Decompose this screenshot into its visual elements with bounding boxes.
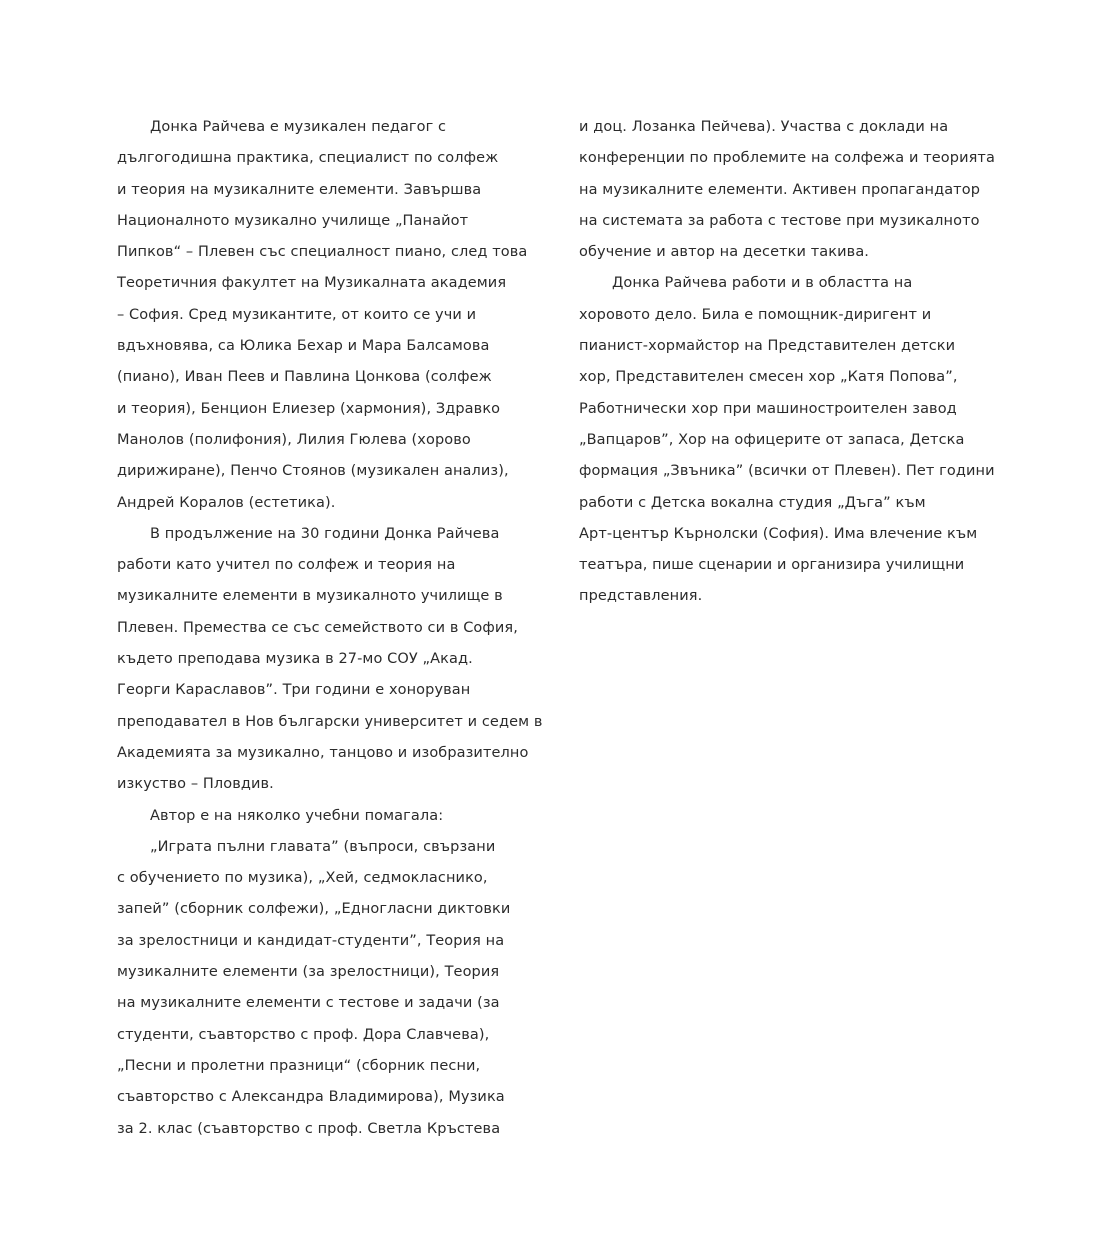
- text-line: дългогодишна практика, специалист по солфеж: [117, 150, 499, 167]
- text-line: Плевен. Премества се със семейството си в София,: [117, 619, 518, 636]
- text-line: Академията за музикално, танцово и изобразително: [117, 744, 529, 761]
- text-line: представления.: [579, 588, 703, 605]
- text-line: Автор е на няколко учебни помагала:: [150, 807, 444, 824]
- text-line: работи като учител по солфеж и теория на: [117, 557, 456, 574]
- text-line: запей” (сборник солфежи), „Едногласни диктовки: [117, 901, 511, 918]
- text-line: (пиано), Иван Пеев и Павлина Цонкова (солфеж: [117, 369, 492, 386]
- text-line: където преподава музика в 27-мо СОУ „Акад.: [117, 651, 473, 668]
- text-line: Манолов (полифония), Лилия Гюлева (хорово: [117, 431, 471, 448]
- text-line: на музикалните елементи. Активен пропагандатор: [579, 181, 980, 198]
- text-line: съавторство с Александра Владимирова), Музика: [117, 1089, 505, 1106]
- text-line: и теория на музикалните елементи. Завършва: [117, 181, 482, 198]
- text-line: вдъхновява, са Юлика Бехар и Мара Балсамова: [117, 338, 490, 355]
- text-line: работи с Детска вокална студия „Дъга” към: [579, 494, 926, 511]
- text-line: хор, Представителен смесен хор „Катя Попова”,: [579, 369, 958, 386]
- text-line: Донка Райчева работи и в областта на: [612, 275, 913, 292]
- text-line: обучение и автор на десетки такива.: [579, 244, 870, 261]
- right-text-column: [579, 112, 1009, 613]
- text-line: конференции по проблемите на солфежа и теорията: [579, 150, 995, 167]
- text-line: Теоретичния факултет на Музикалната академия: [117, 275, 507, 292]
- text-line: „Вапцаров”, Хор на офицерите от запаса, Детска: [579, 431, 965, 448]
- text-line: музикалните елементи (за зрелостници), Теория: [117, 964, 500, 981]
- text-line: с обучението по музика), „Хей, седмокласнико,: [117, 870, 488, 887]
- text-line: театъра, пише сценарии и организира училищни: [579, 557, 965, 574]
- text-line: пианист-хормайстор на Представителен детски: [579, 338, 956, 355]
- text-line: и теория), Бенцион Елиезер (хармония), Здравко: [117, 400, 501, 417]
- text-line: за 2. клас (съавторство с проф. Светла Кръстева: [117, 1120, 501, 1137]
- left-text-column: [117, 112, 547, 1145]
- text-line: Пипков“ – Плевен със специалност пиано, след това: [117, 244, 528, 261]
- text-line: изкуство – Пловдив.: [117, 776, 274, 793]
- text-line: хоровото дело. Била е помощник-диригент и: [579, 306, 932, 323]
- text-line: и доц. Лозанка Пейчева). Участва с доклади на: [579, 119, 949, 135]
- text-line: „Играта пълни главата” (въпроси, свързани: [150, 838, 496, 855]
- text-line: музикалните елементи в музикалното училище в: [117, 588, 503, 605]
- text-line: В продължение на 30 години Донка Райчева: [150, 525, 500, 542]
- text-line: за зрелостници и кандидат-студенти”, Теория на: [117, 932, 505, 949]
- text-line: Работнически хор при машиностроителен завод: [579, 400, 957, 417]
- text-line: на музикалните елементи с тестове и задачи (за: [117, 995, 500, 1012]
- text-line: на системата за работа с тестове при музикалното: [579, 212, 980, 229]
- text-line: – София. Сред музикантите, от които се учи и: [117, 306, 477, 323]
- text-line: Георги Караславов”. Три години е хоноруван: [117, 682, 471, 699]
- text-line: дирижиране), Пенчо Стоянов (музикален анализ),: [117, 463, 509, 480]
- text-line: Националното музикално училище „Панайот: [117, 212, 469, 229]
- text-line: Андрей Коралов (естетика).: [117, 494, 336, 511]
- text-line: студенти, съавторство с проф. Дора Славчева),: [117, 1026, 490, 1043]
- text-line: „Песни и пролетни празници“ (сборник песни,: [117, 1057, 481, 1074]
- text-line: преподавател в Нов български университет и седем в: [117, 713, 543, 730]
- text-line: формация „Звъника” (всички от Плевен). Пет години: [579, 463, 995, 480]
- text-line: Арт-център Кърнолски (София). Има влечение към: [579, 525, 978, 542]
- text-line: Донка Райчева е музикален педагог с: [150, 119, 447, 135]
